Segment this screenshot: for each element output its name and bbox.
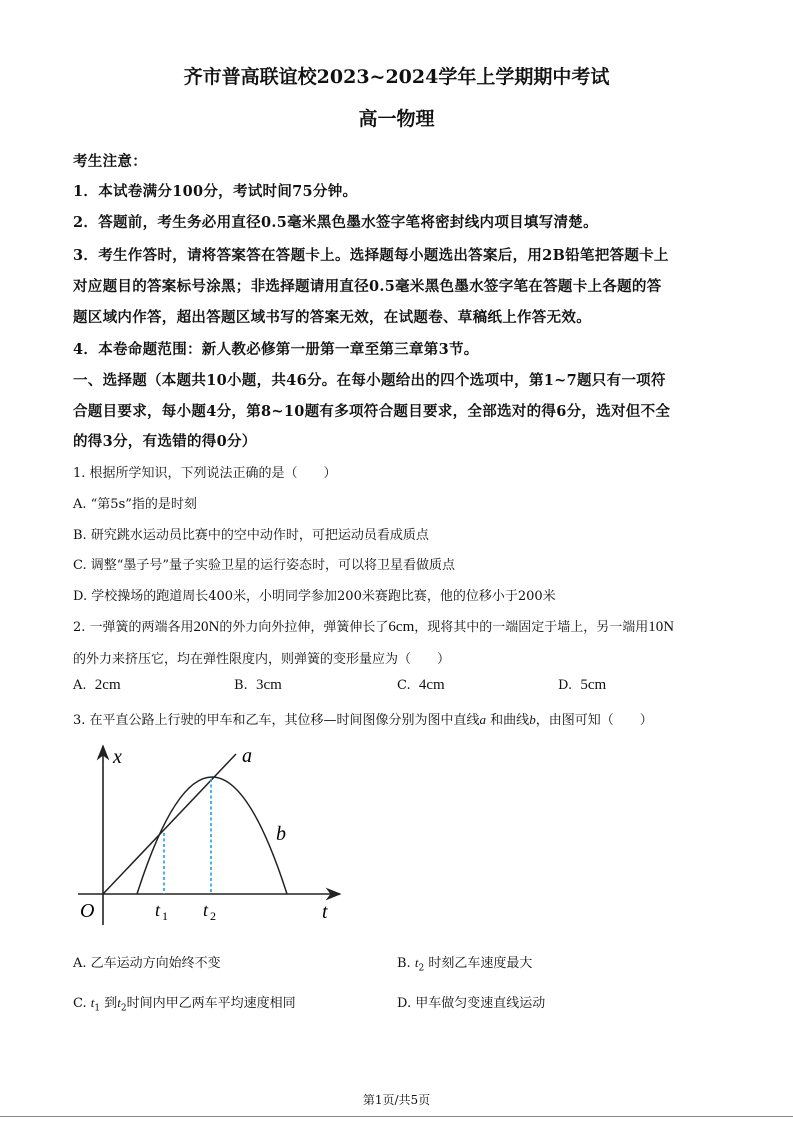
q2-force: 20N xyxy=(193,619,220,635)
q2-stem-line2: 的外力来挤压它，均在弹性限度内，则弹簧的变形量应为（ ） xyxy=(73,652,451,667)
option-value: 2cm xyxy=(94,677,121,693)
q2-text: 的外力向外拉伸，弹簧伸长了 xyxy=(219,620,389,635)
option-label: B. xyxy=(234,678,248,693)
subscript: 1 xyxy=(94,1003,101,1014)
origin-label: O xyxy=(80,900,95,922)
line-a xyxy=(103,754,236,894)
section-line: 一、选择题（本题共10小题，共46分。在每小题给出的四个选项中，第1~7题只有一项符 xyxy=(73,372,666,389)
q3-text: ，由图可知（ ） xyxy=(535,713,653,728)
line-a-label: a xyxy=(242,745,252,767)
t1-subscript: 1 xyxy=(162,909,168,923)
q3-var-a: a xyxy=(479,712,487,727)
exam-subject: 高一物理 xyxy=(358,108,435,130)
option-value: 5cm xyxy=(580,677,607,693)
q3-option-a: A. 乙车运动方向始终不变 xyxy=(73,956,221,971)
option-value: 4cm xyxy=(418,677,445,693)
section-line: 合题目要求，每小题4分，第8~10题有多项符合题目要求，全部选对的得6分，选对但不全 xyxy=(73,403,671,420)
option-label: A. xyxy=(73,678,87,693)
q1-option-d: D. 学校操场的跑道周长400米，小明同学参加200米赛跑比赛，他的位移小于200米 xyxy=(73,589,556,604)
t2-subscript: 2 xyxy=(210,909,216,923)
var-t: t xyxy=(90,995,95,1010)
q3-text: 和曲线 xyxy=(486,713,530,728)
q1-option-c: C. 调整“墨子号”量子实验卫星的运行姿态时，可以将卫星看做质点 xyxy=(73,558,456,573)
option-label: C. xyxy=(397,678,411,693)
notice-line: 题区域内作答，超出答题区域书写的答案无效，在试题卷、草稿纸上作答无效。 xyxy=(73,309,591,326)
t2-label: t xyxy=(203,900,209,920)
q3-option-d: D. 甲车做匀变速直线运动 xyxy=(397,996,546,1011)
notice-line: 4．本卷命题范围：新人教必修第一册第一章至第三章第3节。 xyxy=(73,341,479,358)
curve-b-label: b xyxy=(276,823,286,845)
x-axis-label: t xyxy=(322,901,328,923)
exam-title: 齐市普高联谊校2023~2024学年上学期期中考试 xyxy=(183,66,610,88)
page-footer: 第1页/共5页 xyxy=(362,1093,431,1107)
q3-var-b: b xyxy=(529,712,536,727)
notice-line: 3．考生作答时，请将答案答在答题卡上。选择题每小题选出答案后，用2B铅笔把答题卡上 xyxy=(73,247,669,264)
notice-line: 1．本试卷满分100分，考试时间75分钟。 xyxy=(73,183,358,200)
t1-label: t xyxy=(155,900,161,920)
q3-option-c xyxy=(73,992,296,1014)
option-text: 到 xyxy=(104,996,118,1011)
option-text: 时刻乙车速度最大 xyxy=(428,956,533,971)
q2-text: 2. 一弹簧的两端各用 xyxy=(73,620,194,635)
q1-option-b: B. 研究跳水运动员比赛中的空中动作时，可把运动员看成质点 xyxy=(73,528,429,543)
q1-stem: 1. 根据所学知识，下列说法正确的是（ ） xyxy=(73,466,337,481)
q2-force2: 10N xyxy=(648,619,675,635)
var-t: t xyxy=(117,995,121,1010)
option-label: C. xyxy=(73,996,91,1011)
q2-length: 6cm xyxy=(388,619,415,635)
q3-option-b xyxy=(397,952,532,974)
subscript: 2 xyxy=(120,1003,127,1014)
option-text: 时间内甲乙两车平均速度相同 xyxy=(126,996,296,1011)
section-line: 的得3分，有选错的得0分） xyxy=(73,433,257,450)
notice-line: 2．答题前，考生务必用直径0.5毫米黑色墨水签字笔将密封线内项目填写清楚。 xyxy=(73,214,598,231)
option-value: 3cm xyxy=(255,677,282,693)
option-label: B. xyxy=(397,956,415,971)
option-label: D. xyxy=(558,678,573,693)
curve-b xyxy=(137,777,287,894)
var-t: t xyxy=(414,955,419,970)
q2-text: ，现将其中的一端固定于墙上，另一端用 xyxy=(414,620,649,635)
notice-heading: 考生注意： xyxy=(73,153,147,170)
notice-line: 对应题目的答案标号涂黑；非选择题请用直径0.5毫米黑色墨水签字笔在答题卡上各题的答 xyxy=(73,278,662,295)
subscript: 2 xyxy=(418,963,425,974)
y-axis-label: x xyxy=(113,746,122,768)
bottom-rule xyxy=(0,1116,793,1117)
q3-text: 3. 在平直公路上行驶的甲车和乙车，其位移—时间图像分别为图中直线 xyxy=(73,713,480,728)
q1-option-a: A. “第5s”指的是时刻 xyxy=(73,497,197,512)
